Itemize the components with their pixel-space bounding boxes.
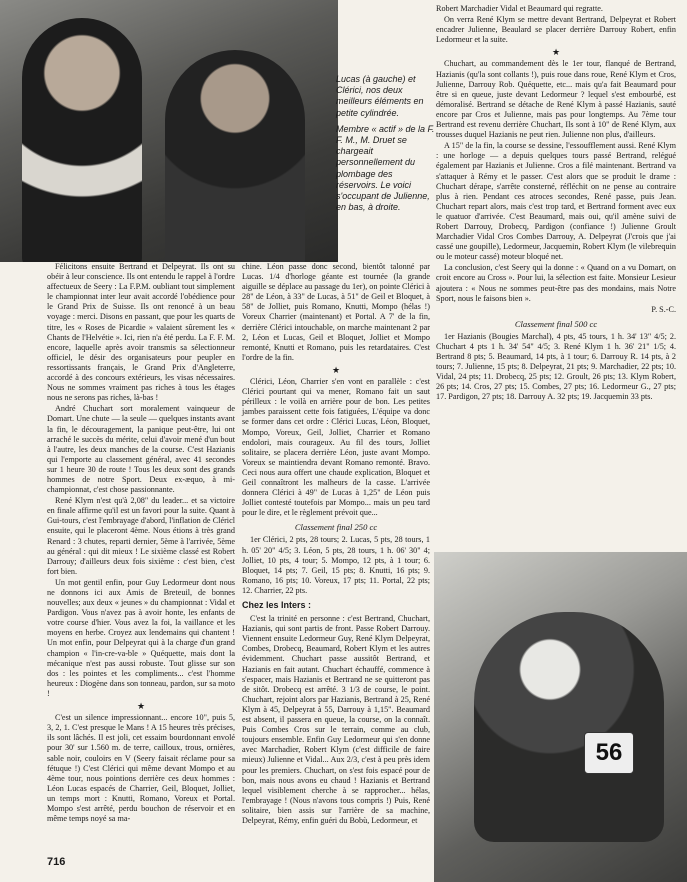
paragraph: Chuchart, au commandement dès le 1er tour, flanqué de Bertrand, Hazianis (qu'la sont collants !), puis roue dans roue, René Klym et Cros, Julienne, Darrouy Rob. Quéquette, etc... mais qu'a fait Beaumard pour être si en queue, juste devant Ledormeur ? lequel s'est embourbé, est démoralisé. Bertrand se détache de René Klym à passé Hazianis, sauté encore par Cros et Julienne, mais pas pour longtemps. Au 7ème tour Bertrand est revenu derrière Chuchart, Ils sont à 10" de René Klym, aux trousses duquel Hazianis ne peut rien. Julienne non plus, d'ailleurs. (436, 59, 676, 140)
paragraph: A 15" de la fin, la course se dessine, l'essoufflement aussi. René Klym : une horloge — a depuis quelques tours passé Bertrand, relégué également par Hazianis et Julienne. Cros a filé maintenant. Bertrand va s'attaquer à Rémy et le passer. C'est alors que se produit le drame : Chuchart dérape, s'arrête consterné, réfléchit on ne pense au contraire plus à rien. Pendant ces atroces secondes, René passe, puis Jean. Chuchart repart alors, mais c'est trop tard, et Bertrand forment avec eux le quatuor d'arrivée. C'est Beaumard, mais oui, qu'il amène suivi de Robert Darrouy, Drobecq, Pardigon (confiance !) Julienne Groult Marchadier Vidal Cros Combes Darrouy, A. Delpeyrat (J'crois que j'ai cassé une goupille), Ledormeur, Jacquemin, Robert Klym (le vilebrequin ou le moteur cassé) moteur bloqué net. (436, 141, 676, 262)
rider-figure (474, 612, 664, 842)
caption-druet: Membre « actif » de la F. F. M., M. Druet se chargeait personnellement du plombage des réservoirs. Le voici s'occupant de Julienne, en bas, à droite. (336, 123, 435, 213)
classification-500: 1er Hazianis (Bougies Marchal), 4 pts, 45 tours, 1 h. 34' 13" 4/5; 2. Chuchart 4 pts 1 h. 34' 54" 4/5; 3. René Klym 1 h. 36' 21" 1/5; 4. Bertrand 8 pts; 5. Beaumard, 14 pts, à 1 tour; 6. Darrouy R. 14 pts, à 2 tours; 7. Julienne, 15 pts; 8. Delpeyrat, 21 pts; 9. Marchadier, 22 pts; 10. Vidal, 24 pts; 11. Drobecq, 25 pts; 12. Groult, 26 pts; 13. Klym Robert, 26 pts; 14. Cros, 27 pts; 15. Combes, 27 pts; 16. Ledormeur G., 27 pts; 17. Pardigon, 27 pts; 18. Darrouy A. 32 pts; 19. Jacquemin 33 pts. (436, 331, 676, 402)
caption-riders: Lucas (à gauche) et Clérici, nos deux meilleurs éléments en petite cylindrée. (336, 74, 424, 118)
paragraph: Clérici, Léon, Charrier s'en vont en parallèle : c'est Clérici pourtant qui va mener, Romano fait un saut périlleux : le voilà en arrière pour de bon. Les petites jambes paraissent cette fois fatiguées, L'équipe va donc se former dans cet ordre : Clérici Lucas, Léon, Bloquet, Mompo, Voreux, Geil, Jolliet, Charrier et Romano endolori, mais courageux. Au fil des tours, Jolliet solitaire, se placera derrière Léon, juste avant Mompo. Voreux se maintiendra devant Romano remonté. Bravo. Ceci nous aura offert une chaude explication, Bloquet et Geil connaîtront les malheurs de la casse. L'arrivée donnera Clérici à 49" de Lucas à 1,25" de Léon puis Jolliet contesté toutefois par Mompo... mais un peu tard pour le dire, et le règlement prévoit que... (242, 377, 430, 518)
paragraph: On verra René Klym se mettre devant Bertrand, Delpeyrat et Robert encadrer Julienne, Beaulard se placer derrière Darrouy Robert, enfin Ledormeur et la suite. (436, 15, 676, 45)
star-separator: ★ (136, 701, 146, 712)
star-separator: ★ (551, 47, 561, 58)
article-column-2 (242, 262, 430, 827)
article-column-3 (436, 4, 676, 404)
paragraph: Un mot gentil enfin, pour Guy Ledormeur dont nous ne donnons ici aux Amis de Breteuil, de bonnes nouvelles; aux deux « jeunes » du championnat : Vidal et Pardigon. Vous n'avez pas à avoir honte, les enfants de votre course d'hier. Vous avez la foi, la vaillance et les moyens en herbe. Croyez aux lendemains qui chantent ! Un mot enfin, pour Delpeyrat qui à la charge d'un grand champion « l'in-cre-va-ble » Quéquette, mais dont la mécanique n'est pas aussi robuste. Tout glisse sur son dos : les pointes et les compliments... c'est l'homme heureux : Diogène dans son tonneau, pardon, sur sa moto ! (47, 577, 235, 698)
section-heading-inters: Chez les Inters : (242, 600, 312, 610)
paragraph: André Chuchart sort moralement vainqueur de Domart. Une chute — la seule — quelques instants avant la fin, le découragement, la panique peut-être, lui ont arraché le succès du mérite, celui d'avoir mené d'un bout à l'autre, les deux manches de la course. C'est Hazianis qui l'emporte au classement général, avec 41 secondes sur 1 heure 30 de route ! Tous les deux sont des grands hommes de notre Sport. Deux ex-æquo, à mi-championnat, c'est chose passionnante. (47, 404, 235, 495)
photo-caption (336, 74, 436, 218)
classification-title-500: Classement final 500 cc (514, 318, 598, 329)
paragraph: La conclusion, c'est Seery qui la donne : « Quand on a vu Domart, on croit encore au Cross ». Pour lui, la sélection est faite. Monsieur Lesieur ajoutera : « Nous ne sommes peut-être pas des mondains, mais Notre Sport, nous le faisons bien ». (436, 263, 676, 303)
photo-rider-julienne (434, 552, 687, 882)
classification-250: 1er Clérici, 2 pts, 28 tours; 2. Lucas, 5 pts, 28 tours, 1 h. 05' 20" 4/5; 3. Léon, 5 pts, 28 tours, 1 h. 06' 30" 4; Jolliet, 10 pts, 4 tour; 5. Mompo, 12 pts, à 1 tour; 6. Bloquet, 14 pts; 7. Geil, 15 pts; 8. Knutti, 16 pts; 9. Romano, 16 pts; 10. Voreux, 17 pts; 11. Portal, 22 pts; 12. Charrier, 22 pts. (242, 535, 430, 595)
rider-clerici-figure (165, 50, 305, 262)
rider-lucas-figure (22, 18, 142, 262)
paragraph: René Klym n'est qu'à 2,08" du leader... et sa victoire en finale affirme qu'il est un favori pour la suite. Quant à Gui-tours, c'est l'embrayage d'abord, l'inflation de Cléricl ensuite, qui le placeront 4ème. Nous étions à très grand Renard : 3 chutes, reparti dernier, 5ème à l'arrivée, 5ème au général : qui dit mieux ! Le sixième classé est Robert Darrouy; d'ailleurs deux fois sixième : c'est bien, c'est fort bien. (47, 496, 235, 576)
paragraph: Robert Marchadier Vidal et Beaumard qui regratte. (436, 4, 603, 13)
page-number: 716 (47, 856, 66, 868)
classification-title-250: Classement final 250 cc (294, 522, 378, 533)
article-column-1 (47, 262, 235, 825)
paragraph: chine. Léon passe donc second, bientôt talonné par Lucas. 1/4 d'horloge géante est tournée (la grande aiguille se déplace au passage du 1er), on pointe Clérici à 28" de Léon, à 33" de Lucas, à 51" de Geil et Bloquet, à 58" de Jolliet, puis Romano, Knutti, Mompo (hélas !) Voreux Charrier (maintenant) et Portal. A 7' de la fin, derrière Clérici intouchable, on marche maintenant 2 par 2, Léon et Lucas, Geil et Bloquet, Jolliet et Mompo remonté, Knutti et Romano, puis les retardataires. C'est l'ordre de la fin. (242, 262, 431, 362)
paragraph: Félicitons ensuite Bertrand et Delpeyrat. Ils ont su obéir à leur conscience. Ils ont entendu le rappel à l'ordre affectueux de Seery : La F.P.M. oubliant tout simplement le championnat inter leur avait accordé l'obédience pour le Grand Prix de Suisse. Ils ont renoncé à un beau voyage : merci. Disons en passant, que pour les quarts de titre, les « Roses de Picardie » valaient sûrement les « Chants de l'Helvétie ». Ici, rien n'a été perdu. La F. F. M. encore, laquelle après avoir transmis sa sélectionneur officiel, le désir des organisateurs pour peupler en ressortissants français, le Grand Prix d'Angleterre, accordé à des concours extérieurs, les visas nécessaires. Nous ne sommes vraiment pas riches à tous les étages nous ne serons pas riches, là-bas ! (47, 262, 235, 403)
photo-riders-portrait (0, 0, 338, 262)
paragraph: C'est un silence impressionnant... encore 10", puis 5, 3, 2, 1. C'est presque le Mans ! A 15 heures très précises, ils sont lâchés. Il est joli, cet essaim bourdonnant envolé pour 30' sur 1.560 m. de terre, cailloux, trous, ornières, sable noir, couloirs en V (Seery faisait réclame pour sa fétuque !) C'est Clérici qui même devant Mompo et au 4ème tour, nous pointions derrière ces deux hommes : Léon Lucas espacés de Charrier, Geil, Bloquet, Jolliet, un temps mort : Knutti, Romano, Voreux et Portal. Mompo s'est arrêté, perdu bouchon de réservoir et en même temps noyé sa ma- (47, 713, 235, 824)
author-signature: P. S.-C. (651, 304, 676, 314)
race-number-plate: 56 (584, 732, 634, 774)
star-separator: ★ (331, 364, 341, 375)
paragraph: C'est la trinité en personne : c'est Bertrand, Chuchart, Hazianis, qui sont partis de front. Passe Robert Darrouy. Viennent ensuite Ledormeur Guy, René Klym Delpeyrat, Combes, Drobecq, Beaumard, Robert Klym et les autres évidemment. Chuchart passe aussitôt Bertrand, et Hazianis en fait autant. Chuchart échauffé, commence à s'espacer, mais Hazianis et Bertrand ne se quitteront pas de sitôt. Drobecq est arrêté. 3 1/3 de course, le point. Chuchart, rejoint alors par Hazianis, Bertrand à 25, René Klym à 45, Delpeyrat à 55, Darrouy à 1,15". Beaumard est absent, il passera en queue, la course, on la connaît. Puis Combes Cros sur le terrain, comme au club, toujours ensemble. Enfin Guy Ledormeur qui s'en donne avec Marchadier, Robert Klym (c'est difficile de faire mieux) Julienne et Vidal... Aux 2/3, c'est à peu près idem pour les premiers. Chuchart, on s'est fois espacé pour de bon, mais nous avons eu chaud ! Hazianis et Bertrand lequel visiblement cherche à se rapprocher... hélas, l'embrayage ! (Nous n'avons tous compris !) Puis, René solitaire, bien assis sur l'arrière de sa machine, Delpeyrat, Rémy, enfin guéri du Bobù, Ledormeur, et (242, 614, 430, 825)
